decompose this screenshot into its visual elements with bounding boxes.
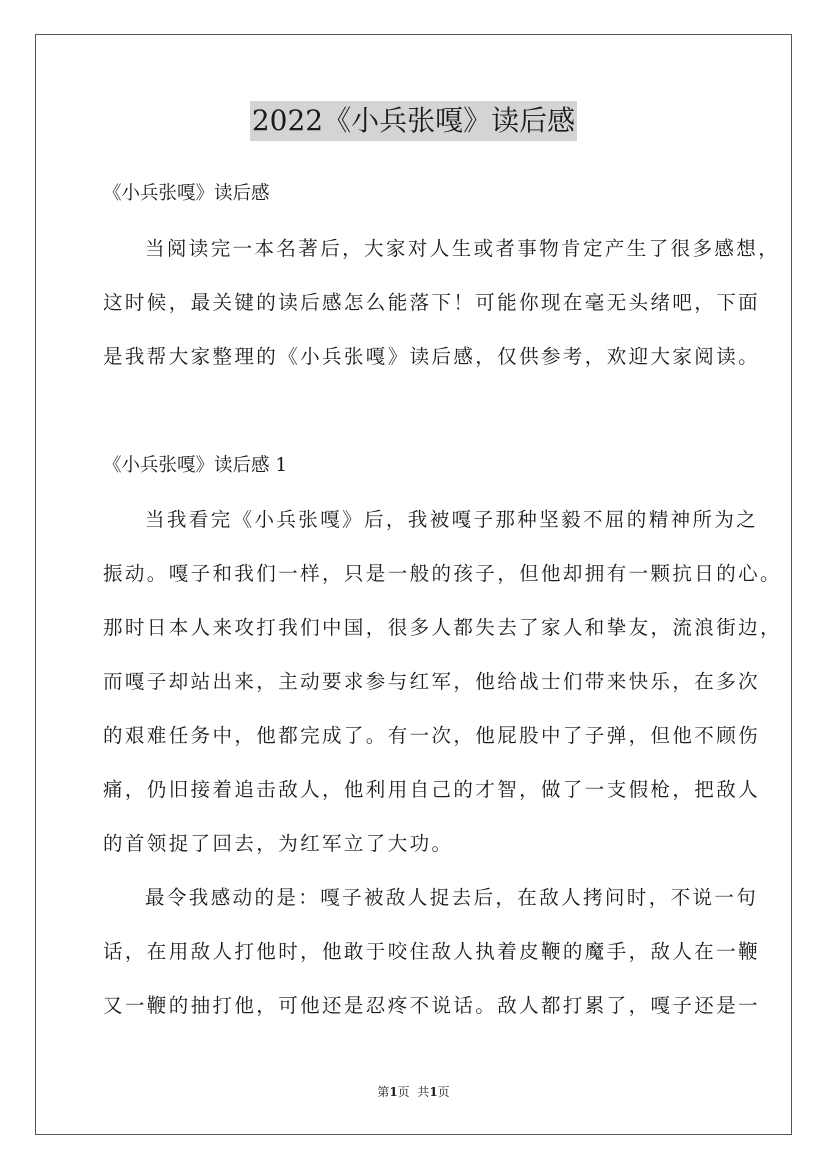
paragraph-line: 振动。嘎子和我们一样，只是一般的孩子，但他却拥有一颗抗日的心。 xyxy=(103,562,782,585)
intro-line: 是我帮大家整理的《小兵张嘎》读后感，仅供参考，欢迎大家阅读。 xyxy=(103,345,761,368)
title-wrap xyxy=(0,101,827,141)
intro-line: 当阅读完一本名著后，大家对人生或者事物肯定产生了很多感想， xyxy=(145,237,781,260)
intro-line: 这时候，最关键的读后感怎么能落下！可能你现在毫无头绪吧，下面 xyxy=(103,291,761,314)
paragraph-line: 而嘎子却站出来，主动要求参与红军，他给战士们带来快乐，在多次 xyxy=(103,670,761,693)
footer-suffix: 页 xyxy=(437,1085,450,1099)
paragraph-line: 的首领捉了回去，为红军立了大功。 xyxy=(103,832,454,855)
document-title: 2022《小兵张嘎》读后感 xyxy=(250,101,577,141)
footer-prefix: 第 xyxy=(377,1085,390,1099)
paragraph-line: 又一鞭的抽打他，可他还是忍疼不说话。敌人都打累了，嘎子还是一 xyxy=(103,994,761,1017)
footer-mid: 页 共 xyxy=(397,1085,430,1099)
paragraph-line: 最令我感动的是：嘎子被敌人捉去后，在敌人拷问时，不说一句 xyxy=(145,886,759,909)
paragraph-line: 当我看完《小兵张嘎》后，我被嘎子那种坚毅不屈的精神所为之 xyxy=(145,508,759,531)
paragraph-line: 话，在用敌人打他时，他敢于咬住敌人执着皮鞭的魔手，敌人在一鞭 xyxy=(103,940,761,963)
footer-page-current: 1 xyxy=(389,1085,398,1099)
intro-heading: 《小兵张嘎》读后感 xyxy=(103,183,270,204)
page-footer xyxy=(0,1084,827,1100)
paragraph-line: 痛，仍旧接着追击敌人，他利用自己的才智，做了一支假枪，把敌人 xyxy=(103,778,761,801)
paragraph-line: 那时日本人来攻打我们中国，很多人都失去了家人和挚友，流浪街边， xyxy=(103,616,782,639)
section-heading: 《小兵张嘎》读后感 1 xyxy=(103,455,288,476)
paragraph-line: 的艰难任务中，他都完成了。有一次，他屁股中了子弹，但他不顾伤 xyxy=(103,724,761,747)
footer-page-total: 1 xyxy=(429,1085,438,1099)
